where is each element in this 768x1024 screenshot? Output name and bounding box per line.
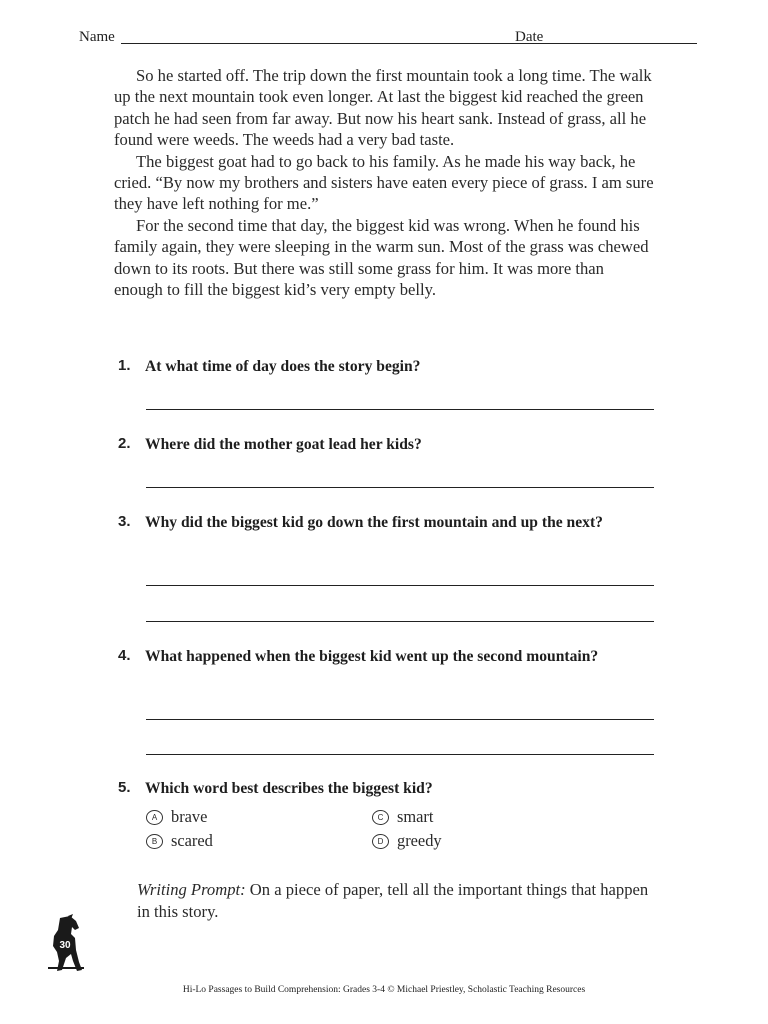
question-text: What happened when the biggest kid went up the second mountain? <box>145 648 599 665</box>
choice-c[interactable] <box>372 807 433 827</box>
answer-line <box>146 754 654 755</box>
question-number: 5. <box>118 779 131 796</box>
answer-bubble[interactable]: C <box>372 810 389 825</box>
choice-text: scared <box>171 831 213 850</box>
writing-prompt <box>137 879 657 923</box>
question-text: Where did the mother goat lead her kids? <box>145 436 422 453</box>
question-number: 4. <box>118 647 131 664</box>
question-number: 3. <box>118 513 131 530</box>
answer-line <box>146 487 654 488</box>
answer-bubble[interactable]: B <box>146 834 163 849</box>
passage-paragraph: For the second time that day, the biggest kid was wrong. When he found his family again, they were sleeping in the warm sun. Most of the grass was chewed down to its roots. But there was still some grass for him. It was more than enough to fill the biggest kid’s very empty belly. <box>114 215 649 300</box>
date-write-line <box>551 43 697 44</box>
answer-bubble[interactable]: D <box>372 834 389 849</box>
choice-text: brave <box>171 807 208 826</box>
answer-line <box>146 409 654 410</box>
story-passage <box>114 65 654 300</box>
answer-line <box>146 585 654 586</box>
date-label: Date <box>515 29 544 45</box>
name-date-header <box>79 29 697 49</box>
choice-text: smart <box>397 807 434 826</box>
question-text: Which word best describes the biggest kid? <box>145 780 433 797</box>
answer-bubble[interactable]: A <box>146 810 163 825</box>
writing-prompt-label: Writing Prompt: <box>137 880 246 899</box>
question-number: 1. <box>118 357 131 374</box>
footer-credit: Hi-Lo Passages to Build Comprehension: Grades 3-4 © Michael Priestley, Scholastic Teaching Resources <box>182 985 586 995</box>
question-number: 2. <box>118 435 131 452</box>
question-text: Why did the biggest kid go down the first mountain and up the next? <box>145 514 603 531</box>
answer-line <box>146 719 654 720</box>
question-text: At what time of day does the story begin? <box>145 358 421 375</box>
name-label: Name <box>79 29 115 45</box>
choice-b[interactable] <box>146 831 213 851</box>
passage-paragraph: The biggest goat had to go back to his family. As he made his way back, he cried. “By now my brothers and sisters have eaten every piece of grass. I am sure they have left nothing for me.” <box>114 151 654 214</box>
choice-a[interactable] <box>146 807 207 827</box>
writing-prompt-text: On a piece of paper, tell all the important things that happen in this story. <box>137 880 649 921</box>
passage-paragraph: So he started off. The trip down the first mountain took a long time. The walk up the next mountain took even longer. At last the biggest kid reached the green patch he had seen from far away. But now his heart sank. Instead of grass, all he found were weeds. The weeds had a very bad taste. <box>114 66 652 150</box>
answer-line <box>146 621 654 622</box>
page-number: 30 <box>59 940 71 951</box>
choice-d[interactable] <box>372 831 442 851</box>
goat-page-number-icon <box>46 914 86 974</box>
choice-text: greedy <box>397 831 442 850</box>
